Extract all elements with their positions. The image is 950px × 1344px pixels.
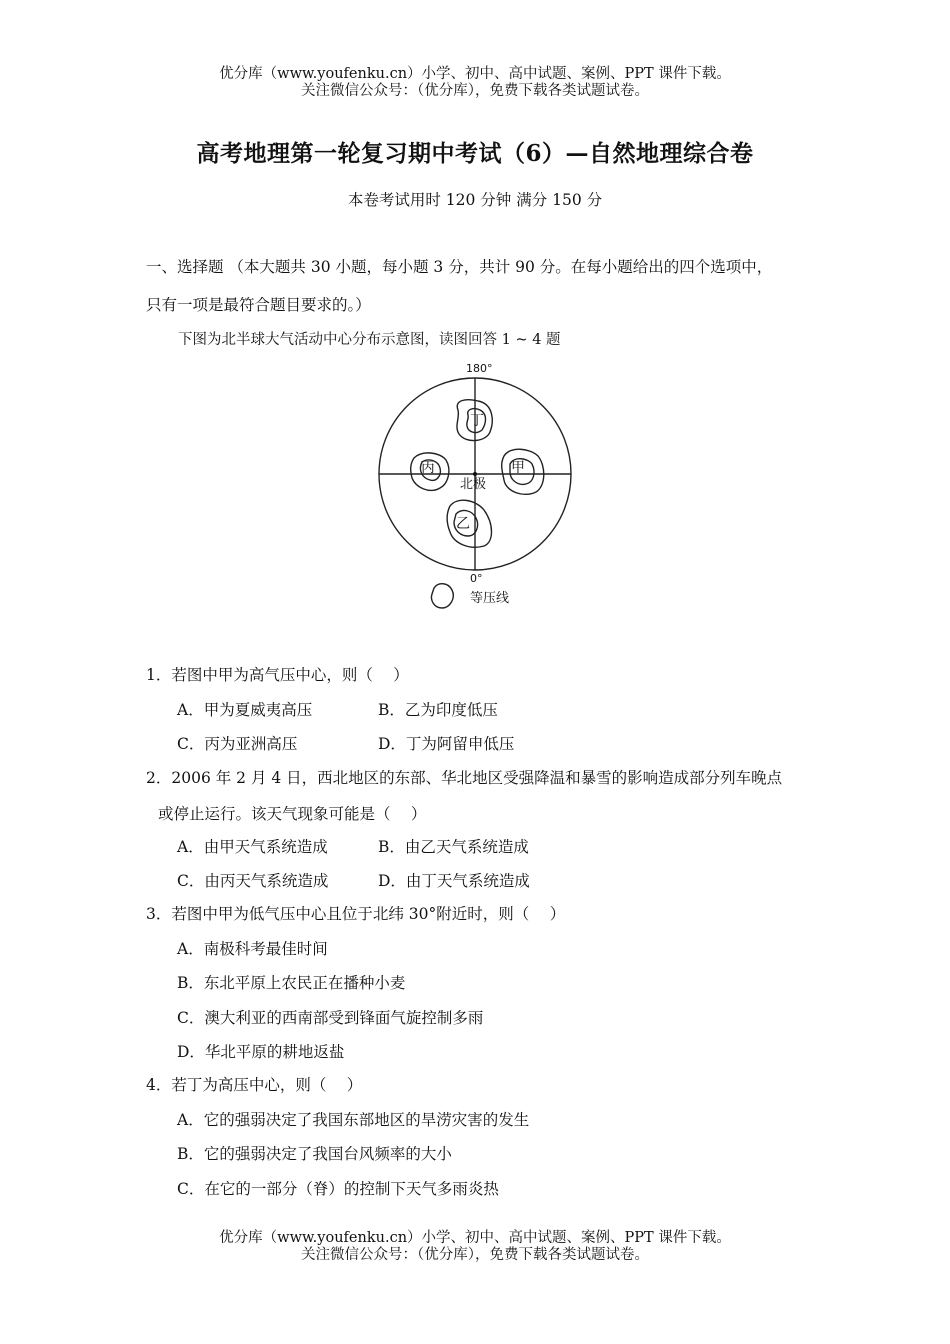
q4-option-b: B．它的强弱决定了我国台风频率的大小	[177, 1145, 452, 1163]
label-north-pole: 北极	[460, 477, 487, 492]
pressure-center-diagram	[370, 360, 590, 620]
question-3: 3．若图中甲为低气压中心且位于北纬 30°附近时，则（ ）	[146, 905, 566, 923]
question-4: 4．若丁为高压中心，则（ ）	[146, 1076, 363, 1094]
header-line-1: 优分库（www.youfenku.cn）小学、初中、高中试题、案例、PPT 课件下载。	[219, 66, 731, 82]
q3-option-b: B．东北平原上农民正在播种小麦	[177, 974, 406, 992]
label-yi: 乙	[456, 516, 470, 532]
q3-option-d: D．华北平原的耕地返盐	[177, 1043, 345, 1061]
label-bing: 丙	[421, 460, 435, 476]
label-0: 0°	[470, 572, 483, 585]
q1-option-d: D．丁为阿留申低压	[378, 735, 515, 753]
section-line-2: 只有一项是最符合题目要求的。）	[146, 296, 371, 314]
section-line-1: 一、选择题 （本大题共 30 小题，每小题 3 分，共计 90 分。在每小题给出的四个选项中，	[146, 258, 773, 276]
q2-option-a: A．由甲天气系统造成	[177, 838, 328, 856]
q1-option-b: B．乙为印度低压	[378, 701, 498, 719]
q3-option-a: A．南极科考最佳时间	[177, 940, 328, 958]
q2-option-b: B．由乙天气系统造成	[378, 838, 529, 856]
north-pole-dot	[473, 472, 477, 476]
question-2-continuation: 或停止运行。该天气现象可能是（ ）	[158, 805, 427, 823]
section-heading	[146, 248, 816, 324]
label-ding: 丁	[470, 413, 484, 429]
q2-option-c: C．由丙天气系统造成	[177, 872, 329, 890]
footer-line-2: 关注微信公众号：（优分库），免费下载各类试题试卷。	[301, 1247, 649, 1263]
page-title: 高考地理第一轮复习期中考试（6）—自然地理综合卷	[196, 140, 754, 167]
question-2: 2．2006 年 2 月 4 日，西北地区的东部、华北地区受强降温和暴雪的影响造成部分列车晚点	[146, 769, 783, 787]
page-footer	[0, 1230, 950, 1264]
q1-option-a: A．甲为夏威夷高压	[177, 701, 313, 719]
footer-line-1: 优分库（www.youfenku.cn）小学、初中、高中试题、案例、PPT 课件下载。	[219, 1230, 731, 1246]
legend-label: 等压线	[470, 591, 510, 606]
q4-option-c: C．在它的一部分（脊）的控制下天气多雨炎热	[177, 1180, 499, 1198]
page-header	[0, 66, 950, 100]
label-jia: 甲	[511, 460, 525, 476]
q3-option-c: C．澳大利亚的西南部受到锋面气旋控制多雨	[177, 1009, 484, 1027]
header-line-2: 关注微信公众号：（优分库），免费下载各类试题试卷。	[301, 83, 649, 99]
legend-isobar-symbol	[431, 584, 453, 608]
question-1: 1．若图中甲为高气压中心，则（ ）	[146, 666, 409, 684]
q1-option-c: C．丙为亚洲高压	[177, 735, 298, 753]
label-180: 180°	[466, 362, 493, 375]
q2-option-d: D．由丁天气系统造成	[378, 872, 530, 890]
figure-intro: 下图为北半球大气活动中心分布示意图，读图回答 1 ~ 4 题	[178, 332, 561, 348]
exam-info: 本卷考试用时 120 分钟 满分 150 分	[347, 191, 603, 209]
q4-option-a: A．它的强弱决定了我国东部地区的旱涝灾害的发生	[177, 1111, 530, 1129]
